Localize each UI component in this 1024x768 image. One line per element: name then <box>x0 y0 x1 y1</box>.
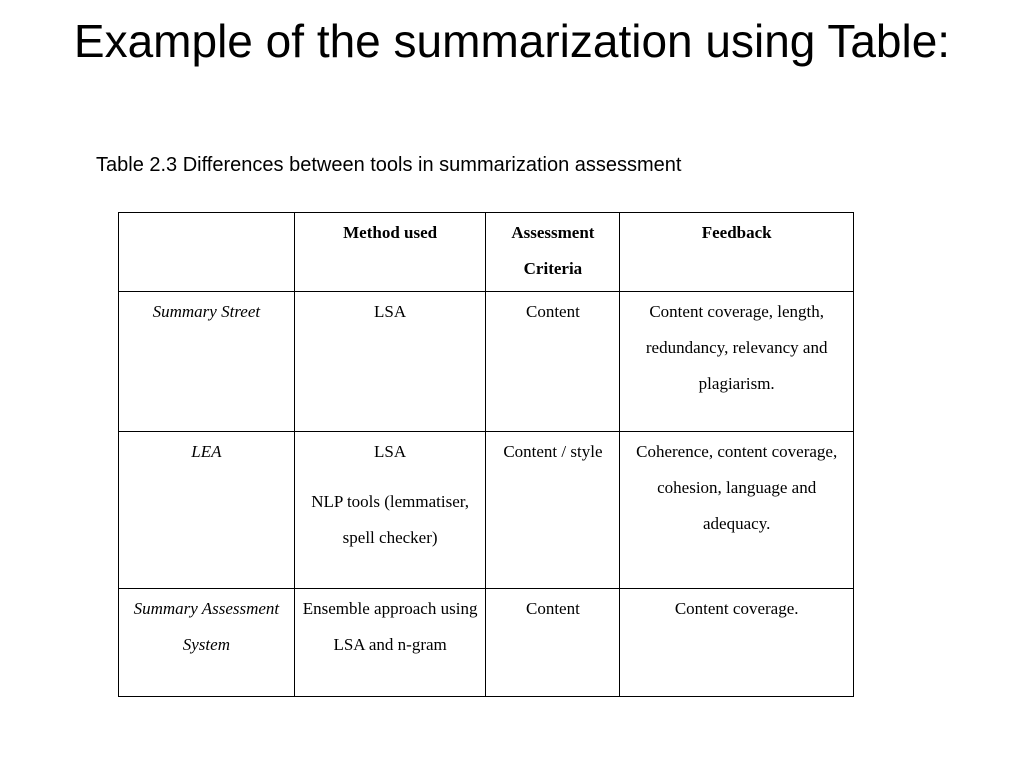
table-row <box>119 292 854 432</box>
method-cell <box>294 292 486 432</box>
method-item: Ensemble approach using LSA and n-gram <box>302 599 478 654</box>
row-label-summary-street: Summary Street <box>119 292 295 432</box>
feedback-cell: Content coverage, length, redundancy, relevancy and plagiarism. <box>620 292 854 432</box>
table-caption: Table 2.3 Differences between tools in summarization assessment <box>96 154 682 176</box>
header-method-used: Method used <box>294 213 486 292</box>
criteria-cell: Content <box>486 589 620 697</box>
method-item: LSA <box>374 302 407 321</box>
method-item: LSA <box>374 442 407 461</box>
feedback-cell: Coherence, content coverage, cohesion, language and adequacy. <box>620 432 854 589</box>
criteria-cell: Content / style <box>486 432 620 589</box>
header-assessment-criteria: Assessment Criteria <box>486 213 620 292</box>
comparison-table <box>118 212 854 697</box>
row-label-summary-assessment-system: Summary Assessment System <box>119 589 295 697</box>
row-label-lea: LEA <box>119 432 295 589</box>
criteria-cell: Content <box>486 292 620 432</box>
slide-title: Example of the summarization using Table: <box>73 15 951 67</box>
table-header-row <box>119 213 854 292</box>
method-cell <box>294 432 486 589</box>
feedback-cell: Content coverage. <box>620 589 854 697</box>
header-empty <box>119 213 295 292</box>
method-cell <box>294 589 486 697</box>
table-row <box>119 589 854 697</box>
table-row <box>119 432 854 589</box>
header-feedback: Feedback <box>620 213 854 292</box>
method-item: NLP tools (lemmatiser, spell checker) <box>311 492 470 547</box>
